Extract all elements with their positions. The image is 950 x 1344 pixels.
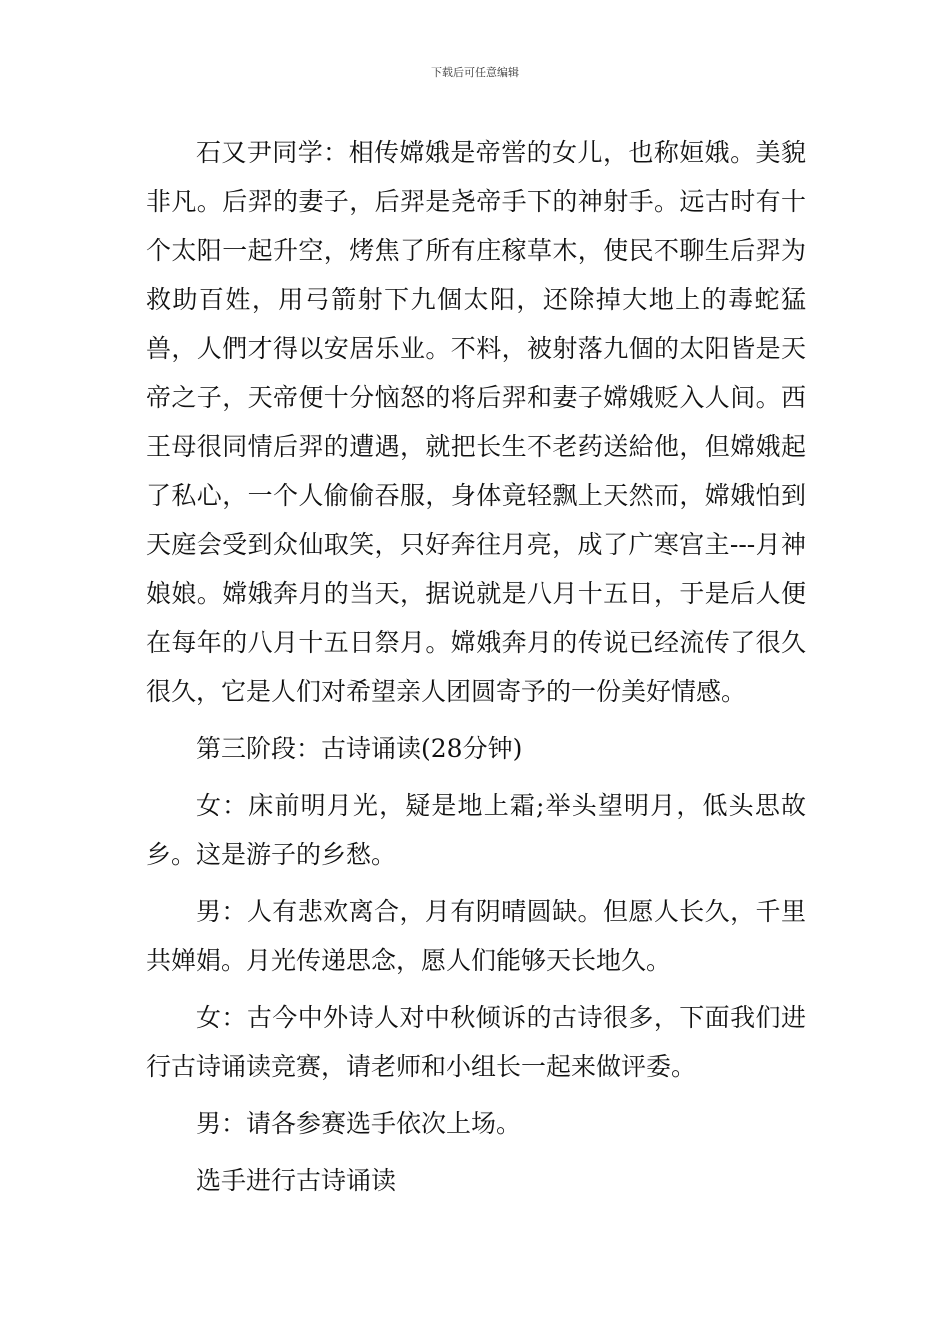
paragraph-male-line-2: 男：请各参赛选手依次上场。 [196, 1109, 522, 1138]
page-header: 下载后可任意编辑 [431, 66, 519, 79]
paragraph-female-line-1: 女：床前明月光，疑是地上霜;举头望明月，低头思故乡。这是游子的乡愁。 [146, 791, 806, 869]
paragraph-male-line-1: 男：人有悲欢离合，月有阴晴圆缺。但愿人长久，千里共婵娟。月光传递思念，愿人们能够天长地久。 [146, 897, 806, 975]
document-body [146, 128, 806, 1213]
paragraph-stage-three-title: 第三阶段：古诗诵读(28分钟) [196, 734, 523, 763]
paragraph-female-line-2: 女：古今中外诗人对中秋倾诉的古诗很多，下面我们进行古诗诵读竞赛，请老师和小组长一起来做评委。 [146, 1003, 806, 1081]
paragraph-legend-story: 石又尹同学：相传嫦娥是帝喾的女儿，也称姮娥。美貌非凡。后羿的妻子，后羿是尧帝手下的神射手。远古时有十个太阳一起升空，烤焦了所有庄稼草木，使民不聊生后羿为救助百姓，用弓箭射下九個太阳，还除掉大地上的毒蛇猛兽，人們才得以安居乐业。不料，被射落九個的太阳皆是天帝之子，天帝便十分恼怒的将后羿和妻子嫦娥贬入人间。西王母很同情后羿的遭遇，就把长生不老药送給他，但嫦娥起了私心，一个人偷偷吞服，身体竟轻飘上天然而，嫦娥怕到天庭会受到众仙取笑，只好奔往月亮，成了广寒宫主---月神娘娘。嫦娥奔月的当天，据说就是八月十五日，于是后人便在每年的八月十五日祭月。嫦娥奔月的传说已经流传了很久很久，它是人们对希望亲人团圆寄予的一份美好情感。 [146, 138, 806, 706]
paragraph-contestants: 选手进行古诗诵读 [196, 1166, 397, 1195]
